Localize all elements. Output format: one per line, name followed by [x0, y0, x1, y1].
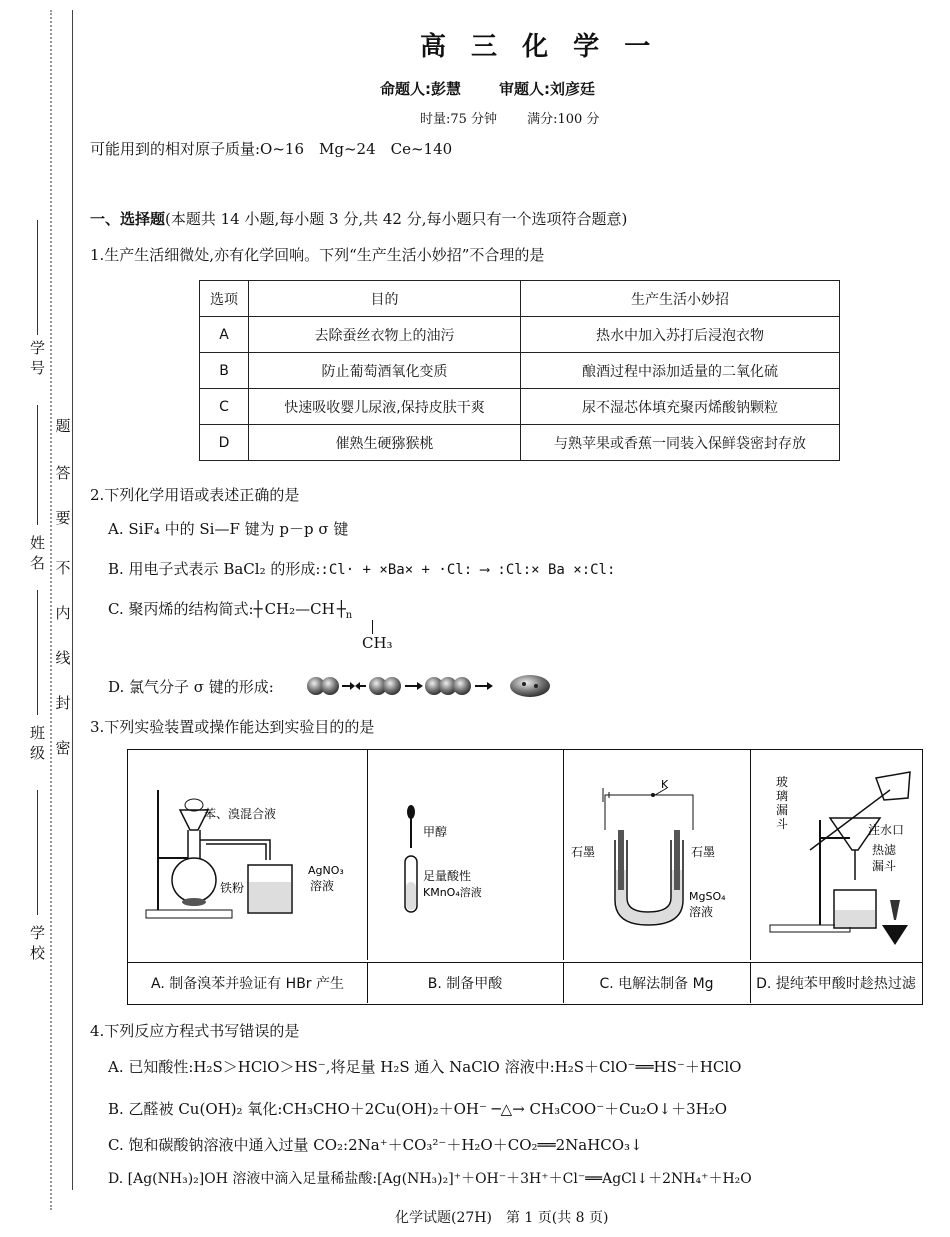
author: 命题人:彭慧: [380, 80, 461, 98]
reviewer: 审题人:刘彦廷: [499, 80, 595, 98]
q3-stem: 3.下列实验装置或操作能达到实验目的的是: [90, 718, 375, 736]
seal-word: 要: [55, 509, 71, 527]
q2-c-chain: CH₂—CH: [264, 600, 335, 618]
apparatus-d: [750, 750, 922, 960]
seal-word: 内: [55, 604, 71, 622]
table-cell: 防止葡萄酒氧化变质: [249, 353, 521, 389]
xuehao-underline: [37, 220, 38, 335]
apparatus-c-label: K: [661, 778, 669, 791]
table-cell: 快速吸收婴儿尿液,保持皮肤干爽: [249, 389, 521, 425]
authors: [380, 78, 595, 99]
table-row: [200, 317, 840, 353]
electrolysis-setup-icon: [563, 750, 750, 960]
page-footer: 化学试题(27H) 第 1 页(共 8 页): [395, 1210, 609, 1226]
seal-word: 封: [55, 694, 71, 712]
seal-word: 密: [55, 739, 71, 757]
apparatus-b-label: 甲醇: [423, 825, 448, 839]
apparatus-b-label: KMnO₄溶液: [423, 886, 482, 899]
seal-word: 线: [55, 649, 71, 667]
apparatus-a: [128, 750, 368, 960]
table-header: 目的: [249, 281, 521, 317]
table-cell: D: [200, 425, 249, 461]
table-row: [200, 425, 840, 461]
q4-option-b: B. 乙醛被 Cu(OH)₂ 氧化:CH₃CHO＋2Cu(OH)₂＋OH⁻ ─△→ CH₃COO⁻＋Cu₂O↓＋3H₂O: [108, 1100, 728, 1118]
apparatus-b: [367, 750, 564, 960]
section-heading: [90, 208, 627, 229]
apparatus-d-label: 璃: [776, 789, 789, 803]
apparatus-a-label: 铁粉: [220, 881, 245, 895]
table-header: 选项: [200, 281, 249, 317]
q2-stem: 2.下列化学用语或表述正确的是: [90, 486, 300, 504]
q1-stem: 1.生产生活细微处,亦有化学回响。下列“生产生活小妙招”不合理的是: [90, 246, 545, 264]
q2-c-sub: n: [345, 610, 353, 621]
q2-option-a: A. SiF₄ 中的 Si—F 键为 p－p σ 键: [108, 520, 349, 538]
table-header: 生产生活小妙招: [521, 281, 840, 317]
apparatus-c-label: 石墨: [571, 845, 596, 859]
apparatus-c-label: 溶液: [689, 905, 714, 919]
table-cell: 热水中加入苏打后浸泡衣物: [521, 317, 840, 353]
table-cell: 与熟苹果或香蕉一同装入保鲜袋密封存放: [521, 425, 840, 461]
xingming-label: 姓 名: [28, 535, 46, 570]
test-tube-setup-icon: [367, 750, 563, 960]
q2-b-prefix: B. 用电子式表示 BaCl₂ 的形成:: [108, 560, 321, 578]
table-cell: A: [200, 317, 249, 353]
atomic-mass-line: 可能用到的相对原子质量:O~16 Mg~24 Ce~140: [90, 140, 453, 158]
q2-option-d: D. 氯气分子 σ 键的形成:: [108, 678, 274, 696]
q3-apparatus-table: [127, 749, 923, 1005]
margin-rule: [72, 10, 73, 1190]
q2-b-formula: :Cl· + ×Ba× + ·Cl: ⟶ :Cl:× Ba ×:Cl:: [320, 562, 616, 578]
time-limit: 时量:75 分钟: [420, 112, 498, 127]
apparatus-d-label: 注水口: [868, 823, 905, 837]
apparatus-c-label: 石墨: [691, 845, 716, 859]
table-cell: 催熟生硬猕猴桃: [249, 425, 521, 461]
xuexiao-underline: [37, 790, 38, 915]
apparatus-caption-b: B. 制备甲酸: [367, 962, 564, 1003]
apparatus-b-label: 足量酸性: [423, 869, 472, 883]
apparatus-a-label: 苯、溴混合液: [204, 807, 277, 821]
q4-option-d: D. [Ag(NH₃)₂]OH 溶液中滴入足量稀盐酸:[Ag(NH₃)₂]⁺＋OH⁻＋3H⁺＋Cl⁻══AgCl↓＋2NH₄⁺＋H₂O: [108, 1171, 752, 1187]
table-cell: 酿酒过程中添加适量的二氧化硫: [521, 353, 840, 389]
apparatus-d-label: 漏: [776, 803, 789, 817]
banji-underline: [37, 590, 38, 715]
table-cell: 尿不湿芯体填充聚丙烯酸钠颗粒: [521, 389, 840, 425]
apparatus-c: [563, 750, 751, 960]
bromobenzene-setup-icon: [128, 750, 367, 960]
q2-option-c: [108, 598, 352, 621]
exam-meta: [420, 108, 599, 127]
binding-strip: [0, 0, 78, 1237]
apparatus-d-label: 漏斗: [872, 859, 897, 873]
bracket-right-icon: ┼: [336, 600, 346, 618]
seal-word: 不: [55, 559, 71, 577]
apparatus-caption-c: C. 电解法制备 Mg: [563, 962, 751, 1003]
apparatus-d-label: 玻: [776, 775, 789, 789]
q2-c-branch-line: [372, 620, 373, 634]
apparatus-d-label: 热滤: [872, 843, 897, 857]
table-cell: B: [200, 353, 249, 389]
q4-option-a: A. 已知酸性:H₂S＞HClO＞HS⁻,将足量 H₂S 通入 NaClO 溶液中:H₂S＋ClO⁻══HS⁻＋HClO: [108, 1058, 742, 1076]
table-cell: C: [200, 389, 249, 425]
section-title: 一、选择题: [90, 210, 166, 228]
sigma-bond-diagram: [302, 670, 562, 704]
cut-line: [50, 10, 52, 1210]
xuehao-label: 学 号: [28, 340, 46, 375]
hot-filtration-setup-icon: [750, 750, 922, 960]
table-row: [200, 389, 840, 425]
q4-option-c: C. 饱和碳酸钠溶液中通入过量 CO₂:2Na⁺＋CO₃²⁻＋H₂O＋CO₂══2NaHCO₃↓: [108, 1136, 643, 1154]
q2-option-b: [108, 558, 615, 579]
q4-stem: 4.下列反应方程式书写错误的是: [90, 1022, 300, 1040]
apparatus-a-label: AgNO₃: [308, 864, 344, 877]
apparatus-d-label: 斗: [776, 817, 789, 831]
apparatus-caption-a: A. 制备溴苯并验证有 HBr 产生: [128, 962, 368, 1003]
bracket-left-icon: ┼: [253, 600, 263, 618]
exam-title: 高 三 化 学 一: [420, 32, 659, 62]
apparatus-c-label: MgSO₄: [689, 890, 726, 903]
q2-c-prefix: C. 聚丙烯的结构简式:: [108, 600, 254, 618]
section-note: (本题共 14 小题,每小题 3 分,共 42 分,每小题只有一个选项符合题意): [165, 210, 628, 228]
apparatus-a-label: 溶液: [310, 879, 335, 893]
table-cell: 去除蚕丝衣物上的油污: [249, 317, 521, 353]
q2-c-branch: CH₃: [362, 634, 393, 652]
table-row: [200, 353, 840, 389]
xuexiao-label: 学 校: [28, 925, 46, 960]
seal-word: 答: [55, 464, 71, 482]
xingming-underline: [37, 405, 38, 525]
seal-word: 题: [55, 417, 71, 435]
apparatus-caption-d: D. 提纯苯甲酸时趁热过滤: [750, 962, 922, 1003]
banji-label: 班 级: [28, 725, 46, 760]
table-header-row: [200, 281, 840, 317]
full-score: 满分:100 分: [527, 112, 600, 127]
q1-table: [199, 280, 840, 461]
